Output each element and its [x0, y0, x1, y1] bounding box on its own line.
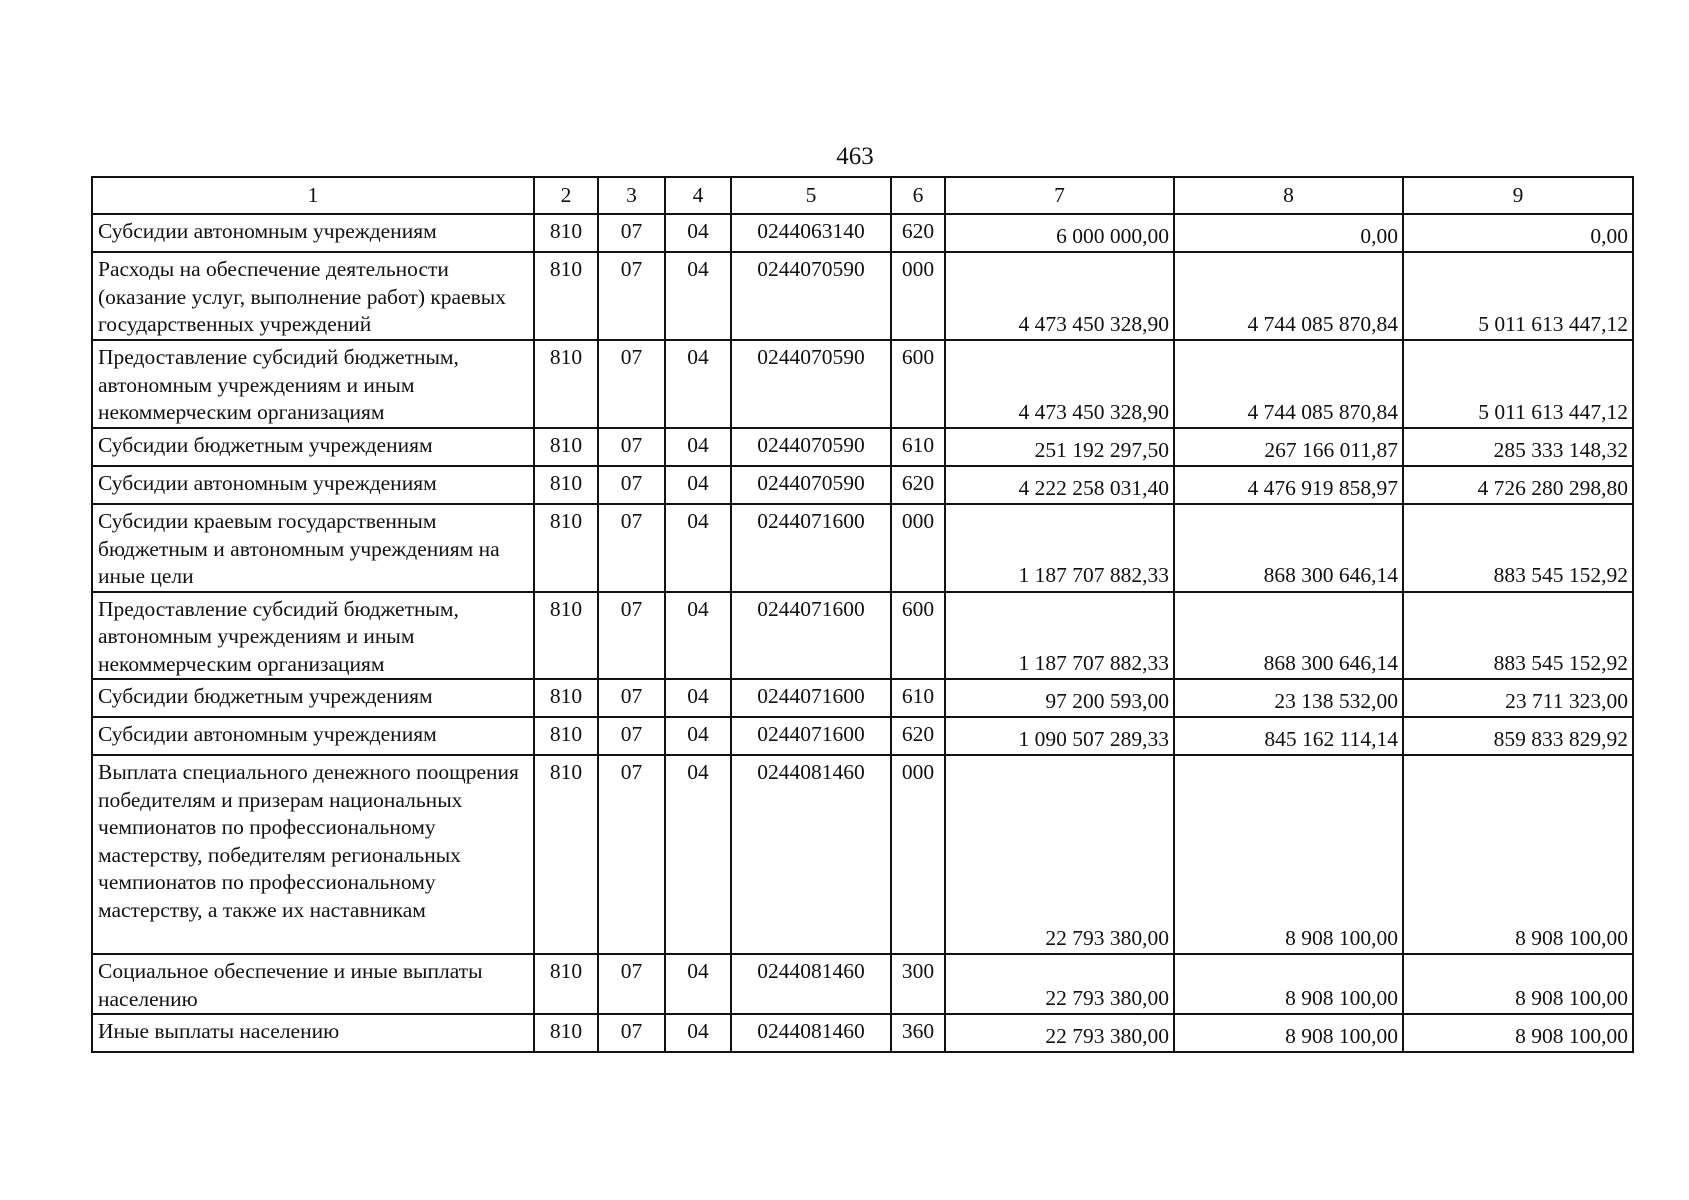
row-name: Субсидии бюджетным учреждениям: [92, 428, 534, 466]
subsection-code: 04: [665, 428, 731, 466]
subsection-code: 04: [665, 466, 731, 504]
amount-col-8: 267 166 011,87: [1174, 428, 1403, 466]
row-name: Выплата специального денежного поощрения победителям и призерам национальных чемпионатов по профессиональному мастерству, победителям региональных чемпионатов по профессиональному мастерству, а также их наставникам: [92, 755, 534, 954]
amount-col-9: 859 833 829,92: [1403, 717, 1633, 755]
amount-col-8: 4 744 085 870,84: [1174, 340, 1403, 428]
subsection-code: 04: [665, 1014, 731, 1052]
section-code: 07: [598, 592, 665, 680]
column-header: 5: [731, 177, 891, 214]
amount-col-8: 868 300 646,14: [1174, 592, 1403, 680]
section-code: 07: [598, 679, 665, 717]
target-article-code: 0244063140: [731, 214, 891, 252]
table-row: [92, 717, 1633, 755]
row-name: Субсидии краевым государственным бюджетным и автономным учреждениям на иные цели: [92, 504, 534, 592]
amount-col-8: 4 476 919 858,97: [1174, 466, 1403, 504]
section-code: 07: [598, 340, 665, 428]
ministry-code: 810: [534, 252, 598, 340]
amount-col-7: 251 192 297,50: [945, 428, 1174, 466]
column-header: 1: [92, 177, 534, 214]
amount-col-7: 22 793 380,00: [945, 954, 1174, 1014]
section-code: 07: [598, 1014, 665, 1052]
amount-col-7: 22 793 380,00: [945, 755, 1174, 954]
table-row: [92, 755, 1633, 954]
amount-col-8: 8 908 100,00: [1174, 954, 1403, 1014]
expense-type-code: 360: [891, 1014, 945, 1052]
column-header: 7: [945, 177, 1174, 214]
page-number: 463: [836, 143, 874, 170]
row-name: Иные выплаты населению: [92, 1014, 534, 1052]
section-code: 07: [598, 717, 665, 755]
ministry-code: 810: [534, 428, 598, 466]
amount-col-9: 883 545 152,92: [1403, 592, 1633, 680]
target-article-code: 0244070590: [731, 252, 891, 340]
ministry-code: 810: [534, 1014, 598, 1052]
row-name: Субсидии автономным учреждениям: [92, 466, 534, 504]
amount-col-8: 8 908 100,00: [1174, 1014, 1403, 1052]
table-row: [92, 466, 1633, 504]
table-row: [92, 592, 1633, 680]
section-code: 07: [598, 466, 665, 504]
row-name: Социальное обеспечение и иные выплаты населению: [92, 954, 534, 1014]
amount-col-7: 1 187 707 882,33: [945, 592, 1174, 680]
table-row: [92, 428, 1633, 466]
row-name: Субсидии автономным учреждениям: [92, 717, 534, 755]
table-row: [92, 504, 1633, 592]
ministry-code: 810: [534, 755, 598, 954]
section-code: 07: [598, 252, 665, 340]
amount-col-9: 0,00: [1403, 214, 1633, 252]
budget-table: [91, 176, 1634, 1053]
ministry-code: 810: [534, 679, 598, 717]
table-row: [92, 340, 1633, 428]
row-name: Расходы на обеспечение деятельности (оказание услуг, выполнение работ) краевых государственных учреждений: [92, 252, 534, 340]
subsection-code: 04: [665, 504, 731, 592]
amount-col-7: 22 793 380,00: [945, 1014, 1174, 1052]
column-header: 4: [665, 177, 731, 214]
expense-type-code: 000: [891, 504, 945, 592]
expense-type-code: 000: [891, 252, 945, 340]
amount-col-9: 8 908 100,00: [1403, 755, 1633, 954]
subsection-code: 04: [665, 717, 731, 755]
expense-type-code: 600: [891, 592, 945, 680]
expense-type-code: 620: [891, 214, 945, 252]
target-article-code: 0244081460: [731, 755, 891, 954]
ministry-code: 810: [534, 214, 598, 252]
row-name: Субсидии бюджетным учреждениям: [92, 679, 534, 717]
amount-col-7: 1 187 707 882,33: [945, 504, 1174, 592]
table-row: [92, 679, 1633, 717]
column-header: 3: [598, 177, 665, 214]
subsection-code: 04: [665, 954, 731, 1014]
section-code: 07: [598, 755, 665, 954]
target-article-code: 0244071600: [731, 717, 891, 755]
target-article-code: 0244070590: [731, 466, 891, 504]
amount-col-9: 5 011 613 447,12: [1403, 340, 1633, 428]
target-article-code: 0244070590: [731, 428, 891, 466]
amount-col-7: 97 200 593,00: [945, 679, 1174, 717]
table-row: [92, 1014, 1633, 1052]
amount-col-7: 4 473 450 328,90: [945, 340, 1174, 428]
column-header: 2: [534, 177, 598, 214]
target-article-code: 0244071600: [731, 679, 891, 717]
target-article-code: 0244070590: [731, 340, 891, 428]
subsection-code: 04: [665, 755, 731, 954]
amount-col-8: 0,00: [1174, 214, 1403, 252]
amount-col-9: 285 333 148,32: [1403, 428, 1633, 466]
section-code: 07: [598, 214, 665, 252]
ministry-code: 810: [534, 954, 598, 1014]
amount-col-9: 883 545 152,92: [1403, 504, 1633, 592]
amount-col-9: 8 908 100,00: [1403, 1014, 1633, 1052]
amount-col-8: 845 162 114,14: [1174, 717, 1403, 755]
table-row: [92, 214, 1633, 252]
ministry-code: 810: [534, 466, 598, 504]
expense-type-code: 610: [891, 679, 945, 717]
ministry-code: 810: [534, 504, 598, 592]
amount-col-8: 8 908 100,00: [1174, 755, 1403, 954]
target-article-code: 0244081460: [731, 1014, 891, 1052]
subsection-code: 04: [665, 340, 731, 428]
amount-col-7: 1 090 507 289,33: [945, 717, 1174, 755]
ministry-code: 810: [534, 717, 598, 755]
amount-col-9: 4 726 280 298,80: [1403, 466, 1633, 504]
section-code: 07: [598, 954, 665, 1014]
expense-type-code: 620: [891, 466, 945, 504]
amount-col-9: 5 011 613 447,12: [1403, 252, 1633, 340]
column-header: 9: [1403, 177, 1633, 214]
amount-col-7: 6 000 000,00: [945, 214, 1174, 252]
column-header: 6: [891, 177, 945, 214]
expense-type-code: 000: [891, 755, 945, 954]
amount-col-9: 23 711 323,00: [1403, 679, 1633, 717]
expense-type-code: 620: [891, 717, 945, 755]
amount-col-8: 23 138 532,00: [1174, 679, 1403, 717]
table-header-row: [92, 177, 1633, 214]
amount-col-8: 868 300 646,14: [1174, 504, 1403, 592]
subsection-code: 04: [665, 252, 731, 340]
amount-col-7: 4 473 450 328,90: [945, 252, 1174, 340]
target-article-code: 0244071600: [731, 592, 891, 680]
subsection-code: 04: [665, 214, 731, 252]
target-article-code: 0244071600: [731, 504, 891, 592]
subsection-code: 04: [665, 679, 731, 717]
amount-col-8: 4 744 085 870,84: [1174, 252, 1403, 340]
subsection-code: 04: [665, 592, 731, 680]
section-code: 07: [598, 504, 665, 592]
expense-type-code: 600: [891, 340, 945, 428]
ministry-code: 810: [534, 592, 598, 680]
ministry-code: 810: [534, 340, 598, 428]
row-name: Предоставление субсидий бюджетным, автономным учреждениям и иным некоммерческим организациям: [92, 340, 534, 428]
target-article-code: 0244081460: [731, 954, 891, 1014]
table-row: [92, 954, 1633, 1014]
amount-col-9: 8 908 100,00: [1403, 954, 1633, 1014]
amount-col-7: 4 222 258 031,40: [945, 466, 1174, 504]
row-name: Субсидии автономным учреждениям: [92, 214, 534, 252]
section-code: 07: [598, 428, 665, 466]
table-row: [92, 252, 1633, 340]
row-name: Предоставление субсидий бюджетным, автономным учреждениям и иным некоммерческим организациям: [92, 592, 534, 680]
expense-type-code: 610: [891, 428, 945, 466]
column-header: 8: [1174, 177, 1403, 214]
expense-type-code: 300: [891, 954, 945, 1014]
